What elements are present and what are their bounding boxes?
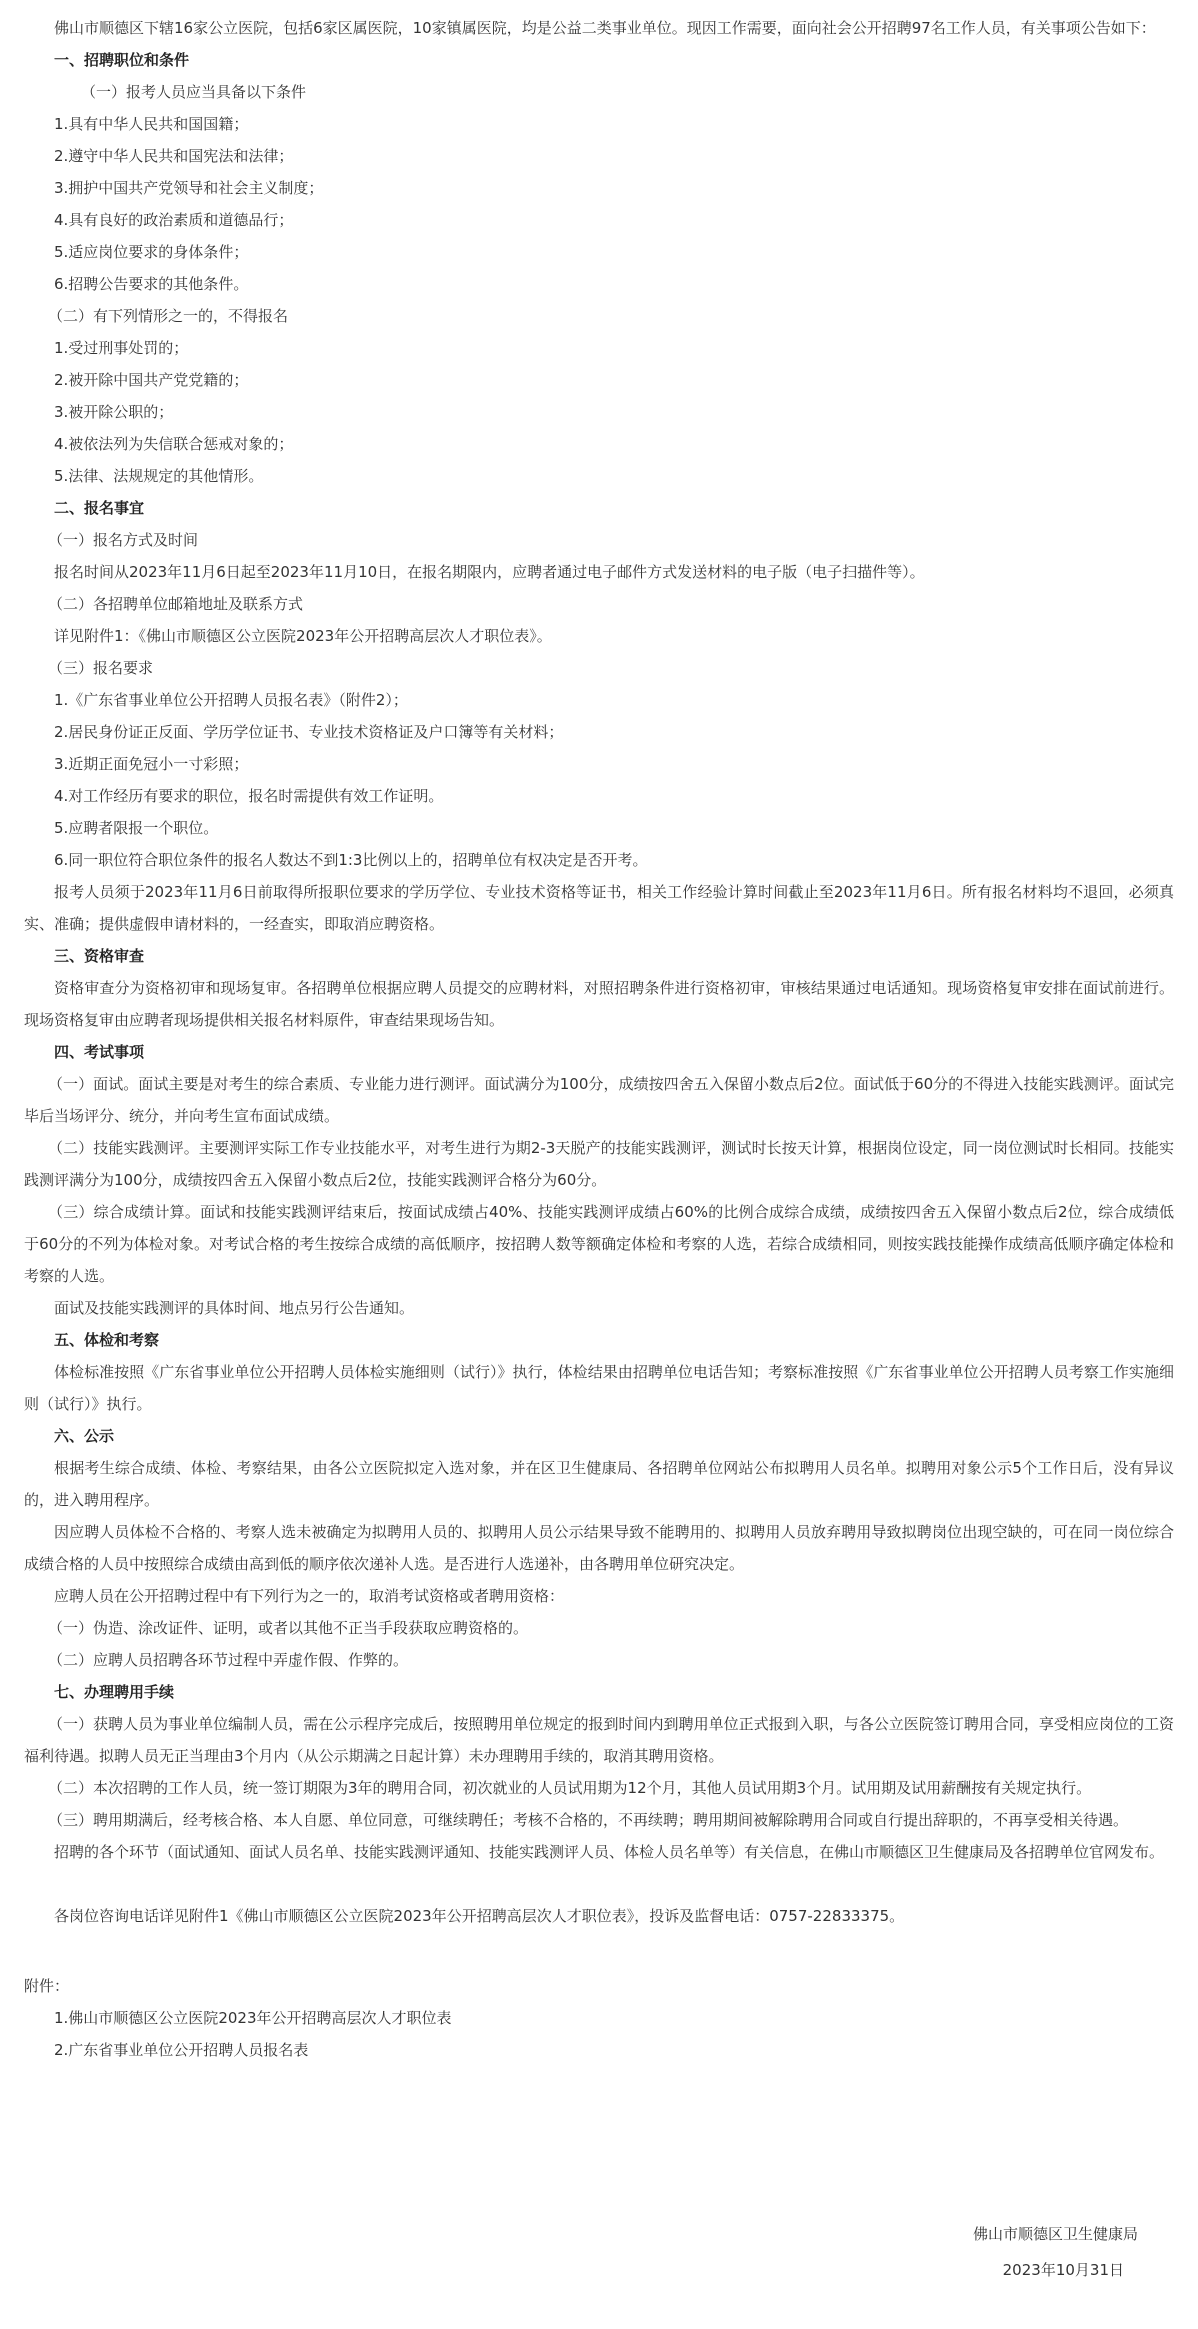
paragraph: 资格审查分为资格初审和现场复审。各招聘单位根据应聘人员提交的应聘材料，对照招聘条件进行资格初审，审核结果通过电话通知。现场资格复审安排在面试前进行。现场资格复审由应聘者现场提供相关报名材料原件，审查结果现场告知。 bbox=[24, 979, 1174, 1029]
paragraph: 根据考生综合成绩、体检、考察结果，由各公立医院拟定入选对象，并在区卫生健康局、各招聘单位网站公布拟聘用人员名单。拟聘用对象公示5个工作日后，没有异议的，进入聘用程序。 bbox=[24, 1459, 1174, 1509]
attachments-label: 附件： bbox=[24, 1977, 70, 1995]
spacer bbox=[24, 1868, 1174, 1900]
subsection-heading: （二）有下列情形之一的，不得报名 bbox=[48, 307, 289, 325]
paragraph: 招聘的各个环节（面试通知、面试人员名单、技能实践测评通知、技能实践测评人员、体检人员名单等）有关信息，在佛山市顺德区卫生健康局及各招聘单位官网发布。 bbox=[54, 1843, 1165, 1861]
paragraph: 详见附件1：《佛山市顺德区公立医院2023年公开招聘高层次人才职位表》。 bbox=[54, 627, 552, 645]
paragraph: （一）面试。面试主要是对考生的综合素质、专业能力进行测评。面试满分为100分，成绩按四舍五入保留小数点后2位。面试低于60分的不得进入技能实践测评。面试完毕后当场评分、统分，并向考生宣布面试成绩。 bbox=[24, 1075, 1174, 1125]
list-item: 1.《广东省事业单位公开招聘人员报名表》（附件2）； bbox=[54, 691, 408, 709]
paragraph: （一）获聘人员为事业单位编制人员，需在公示程序完成后，按照聘用单位规定的报到时间内到聘用单位正式报到入职，与各公立医院签订聘用合同，享受相应岗位的工资福利待遇。拟聘人员无正当理由3个月内（从公示期满之日起计算）未办理聘用手续的，取消其聘用资格。 bbox=[24, 1715, 1174, 1765]
paragraph: （二）技能实践测评。主要测评实际工作专业技能水平，对考生进行为期2-3天脱产的技能实践测评，测试时长按天计算，根据岗位设定，同一岗位测试时长相同。技能实践测评满分为100分，成绩按四舍五入保留小数点后2位，技能实践测评合格分为60分。 bbox=[24, 1139, 1174, 1189]
paragraph: （三）综合成绩计算。面试和技能实践测评结束后，按面试成绩占40%、技能实践测评成绩占60%的比例合成综合成绩，成绩按四舍五入保留小数点后2位，综合成绩低于60分的不列为体检对象。对考试合格的考生按综合成绩的高低顺序，按招聘人数等额确定体检和考察的人选，若综合成绩相同，则按实践技能操作成绩高低顺序确定体检和考察的人选。 bbox=[24, 1203, 1174, 1285]
list-item: 2.被开除中国共产党党籍的； bbox=[54, 371, 249, 389]
list-item: 6.同一职位符合职位条件的报名人数达不到1:3比例以上的，招聘单位有权决定是否开考。 bbox=[54, 851, 648, 869]
list-item: 4.被依法列为失信联合惩戒对象的； bbox=[54, 435, 294, 453]
section-heading: 四、考试事项 bbox=[54, 1043, 145, 1061]
list-item: 6.招聘公告要求的其他条件。 bbox=[54, 275, 249, 293]
section-heading: 七、办理聘用手续 bbox=[54, 1683, 175, 1701]
list-item: 5.适应岗位要求的身体条件； bbox=[54, 243, 249, 261]
list-item: 5.应聘者限报一个职位。 bbox=[54, 819, 219, 837]
paragraph: 面试及技能实践测评的具体时间、地点另行公告通知。 bbox=[54, 1299, 415, 1317]
attachment-item: 1.佛山市顺德区公立医院2023年公开招聘高层次人才职位表 bbox=[54, 2009, 452, 2027]
list-item: 3.拥护中国共产党领导和社会主义制度； bbox=[54, 179, 324, 197]
attachment-item: 2.广东省事业单位公开招聘人员报名表 bbox=[54, 2041, 309, 2059]
list-item: 3.被开除公职的； bbox=[54, 403, 174, 421]
signature-date: 2023年10月31日 bbox=[1002, 2261, 1124, 2279]
spacer bbox=[24, 2066, 1174, 2216]
section-heading: 六、公示 bbox=[54, 1427, 115, 1445]
list-item: 1.受过刑事处罚的； bbox=[54, 339, 189, 357]
list-item: 1.具有中华人民共和国国籍； bbox=[54, 115, 249, 133]
paragraph: 体检标准按照《广东省事业单位公开招聘人员体检实施细则（试行）》执行，体检结果由招聘单位电话告知；考察标准按照《广东省事业单位公开招聘人员考察工作实施细则（试行）》执行。 bbox=[24, 1363, 1174, 1413]
subsection-heading: （一）报考人员应当具备以下条件 bbox=[81, 83, 307, 101]
signature-org: 佛山市顺德区卫生健康局 bbox=[972, 2225, 1138, 2243]
section-heading: 三、资格审查 bbox=[54, 947, 145, 965]
list-item: 5.法律、法规规定的其他情形。 bbox=[54, 467, 264, 485]
paragraph: （三）聘用期满后，经考核合格、本人自愿、单位同意，可继续聘任；考核不合格的，不再续聘；聘用期间被解除聘用合同或自行提出辞职的，不再享受相关待遇。 bbox=[48, 1811, 1129, 1829]
section-heading: 二、报名事宜 bbox=[54, 499, 145, 517]
paragraph: 报考人员须于2023年11月6日前取得所报职位要求的学历学位、专业技术资格等证书，相关工作经验计算时间截止至2023年11月6日。所有报名材料均不退回，必须真实、准确；提供虚假申请材料的，一经查实，即取消应聘资格。 bbox=[24, 883, 1174, 933]
signature-block bbox=[24, 2216, 1174, 2288]
intro-paragraph: 佛山市顺德区下辖16家公立医院，包括6家区属医院，10家镇属医院，均是公益二类事业单位。现因工作需要，面向社会公开招聘97名工作人员，有关事项公告如下： bbox=[54, 19, 1156, 37]
section-heading: 一、招聘职位和条件 bbox=[54, 51, 190, 69]
list-item: 4.对工作经历有要求的职位，报名时需提供有效工作证明。 bbox=[54, 787, 444, 805]
paragraph: （二）应聘人员招聘各环节过程中弄虚作假、作弊的。 bbox=[48, 1651, 409, 1669]
paragraph: 因应聘人员体检不合格的、考察人选未被确定为拟聘用人员的、拟聘用人员公示结果导致不能聘用的、拟聘用人员放弃聘用导致拟聘岗位出现空缺的，可在同一岗位综合成绩合格的人员中按照综合成绩由高到低的顺序依次递补人选。是否进行人选递补，由各聘用单位研究决定。 bbox=[24, 1523, 1174, 1573]
subsection-heading: （一）报名方式及时间 bbox=[48, 531, 199, 549]
paragraph: 报名时间从2023年11月6日起至2023年11月10日，在报名期限内，应聘者通过电子邮件方式发送材料的电子版（电子扫描件等）。 bbox=[54, 563, 925, 581]
paragraph: （二）本次招聘的工作人员，统一签订期限为3年的聘用合同，初次就业的人员试用期为12个月，其他人员试用期3个月。试用期及试用薪酬按有关规定执行。 bbox=[48, 1779, 1092, 1797]
paragraph: 应聘人员在公开招聘过程中有下列行为之一的，取消考试资格或者聘用资格： bbox=[54, 1587, 565, 1605]
list-item: 2.遵守中华人民共和国宪法和法律； bbox=[54, 147, 294, 165]
list-item: 3.近期正面免冠小一寸彩照； bbox=[54, 755, 249, 773]
subsection-heading: （三）报名要求 bbox=[48, 659, 154, 677]
paragraph: （一）伪造、涂改证件、证明，或者以其他不正当手段获取应聘资格的。 bbox=[48, 1619, 529, 1637]
contact-paragraph: 各岗位咨询电话详见附件1《佛山市顺德区公立医院2023年公开招聘高层次人才职位表》，投诉及监督电话：0757-22833375。 bbox=[54, 1907, 905, 1925]
list-item: 4.具有良好的政治素质和道德品行； bbox=[54, 211, 294, 229]
subsection-heading: （二）各招聘单位邮箱地址及联系方式 bbox=[48, 595, 304, 613]
spacer bbox=[24, 1932, 1174, 1970]
list-item: 2.居民身份证正反面、学历学位证书、专业技术资格证及户口簿等有关材料； bbox=[54, 723, 564, 741]
section-heading: 五、体检和考察 bbox=[54, 1331, 160, 1349]
